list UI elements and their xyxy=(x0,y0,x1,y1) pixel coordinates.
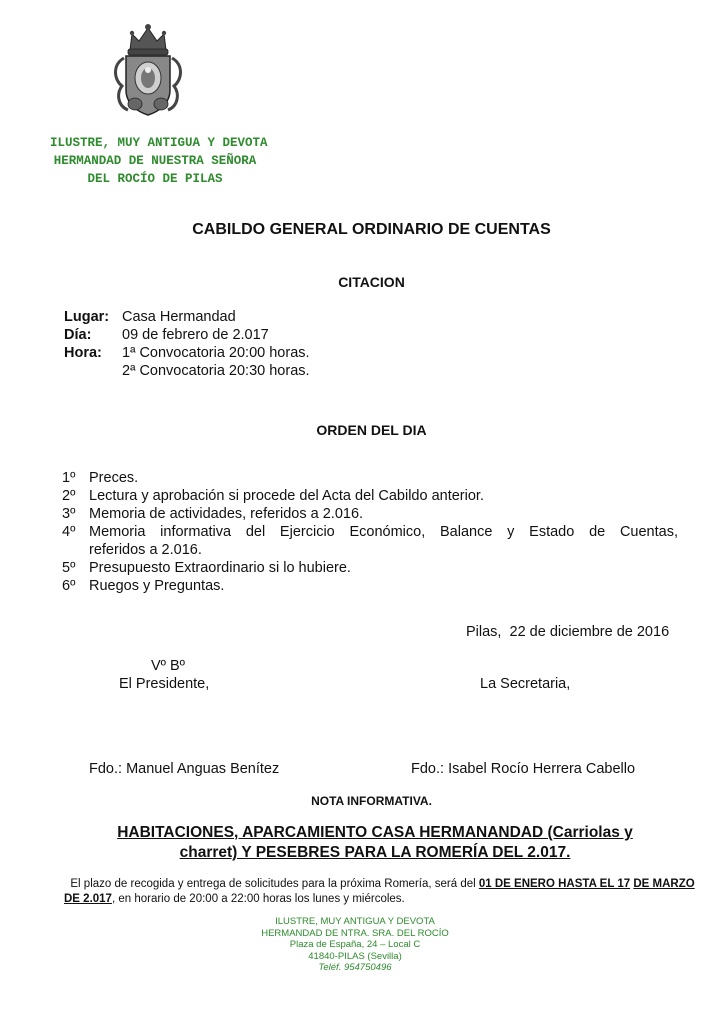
hora-value-2: 2ª Convocatoria 20:30 horas. xyxy=(122,363,310,379)
plazo-text-1: El plazo de recogida y entrega de solicitudes para la próxima Romería, será del xyxy=(70,878,479,890)
item-number: 5º xyxy=(62,560,76,576)
list-item xyxy=(62,505,678,523)
hora-label: Hora: xyxy=(64,345,102,361)
headline-line-1: HABITACIONES, APARCAMIENTO CASA HERMANANDAD (Carriolas y xyxy=(117,824,633,841)
footer-line: ILUSTRE, MUY ANTIGUA Y DEVOTA xyxy=(275,916,435,927)
lugar-row xyxy=(64,308,310,326)
item-number: 1º xyxy=(62,470,76,486)
secretaria-label: La Secretaria, xyxy=(480,676,571,692)
document-date: Pilas, 22 de diciembre de 2016 xyxy=(466,624,670,640)
item-number: 4º xyxy=(62,524,76,540)
nota-headline xyxy=(60,823,690,863)
brotherhood-crest xyxy=(108,20,188,118)
list-item xyxy=(62,559,678,577)
item-text: Ruegos y Preguntas. xyxy=(89,578,225,594)
item-number: 6º xyxy=(62,578,76,594)
meeting-details xyxy=(64,308,310,380)
presidente-signature-name: Fdo.: Manuel Anguas Benítez xyxy=(89,761,280,777)
headline-line-2: charret) Y PESEBRES PARA LA ROMERÍA DEL 2.017. xyxy=(179,844,571,861)
nota-heading: NOTA INFORMATIVA. xyxy=(311,794,432,808)
lugar-value: Casa Hermandad xyxy=(122,309,236,325)
footer-line: Plaza de España, 24 – Local C xyxy=(289,939,421,950)
list-item xyxy=(62,469,678,487)
item-text-continued: referidos a 2.016. xyxy=(89,542,202,558)
brotherhood-name xyxy=(50,134,268,188)
item-text: Lectura y aprobación si procede del Acta del Cabildo anterior. xyxy=(89,488,484,504)
plazo-paragraph xyxy=(64,877,696,907)
footer-address xyxy=(230,916,480,974)
plazo-bold-2: DE MARZO DE 2.017 xyxy=(64,878,695,905)
vobo-label: Vº Bº xyxy=(151,658,185,674)
lugar-label: Lugar: xyxy=(64,309,110,325)
list-item xyxy=(62,487,678,505)
brotherhood-name-line: ILUSTRE, MUY ANTIGUA Y DEVOTA xyxy=(50,136,268,150)
document-title: CABILDO GENERAL ORDINARIO DE CUENTAS xyxy=(192,221,551,238)
item-text: Presupuesto Extraordinario si lo hubiere. xyxy=(89,560,351,576)
dia-row xyxy=(64,326,310,344)
footer-phone: Teléf. 954750496 xyxy=(318,962,392,973)
item-number: 2º xyxy=(62,488,76,504)
hora-value-1: 1ª Convocatoria 20:00 horas. xyxy=(122,345,310,361)
brotherhood-name-line: DEL ROCÍO DE PILAS xyxy=(87,172,223,186)
presidente-label: El Presidente, xyxy=(119,676,210,692)
plazo-bold-1: 01 DE ENERO HASTA EL 17 xyxy=(478,878,631,890)
dia-value: 09 de febrero de 2.017 xyxy=(122,327,269,343)
footer-line: 41840-PILAS (Sevilla) xyxy=(308,950,402,962)
list-item xyxy=(62,523,678,541)
item-text: Memoria de actividades, referidos a 2.016. xyxy=(89,506,364,522)
citacion-heading: CITACION xyxy=(338,274,405,290)
item-number: 3º xyxy=(62,506,76,522)
secretaria-signature-name: Fdo.: Isabel Rocío Herrera Cabello xyxy=(411,761,636,777)
item-text: Preces. xyxy=(89,470,139,486)
hora-row-2 xyxy=(64,362,310,380)
brotherhood-name-line: HERMANDAD DE NUESTRA SEÑORA xyxy=(53,154,257,168)
list-item xyxy=(62,577,678,595)
footer-line: HERMANDAD DE NTRA. SRA. DEL ROCÍO xyxy=(261,927,449,939)
plazo-text-2: , en horario de 20:00 a 22:00 horas los lunes y miércoles. xyxy=(111,893,405,905)
item-text: Memoria informativa del Ejercicio Económico, Balance y Estado de Cuentas, xyxy=(89,524,678,540)
orden-heading: ORDEN DEL DIA xyxy=(316,422,427,438)
dia-label: Día: xyxy=(64,327,92,343)
agenda-list xyxy=(62,469,678,595)
hora-row xyxy=(64,344,310,362)
